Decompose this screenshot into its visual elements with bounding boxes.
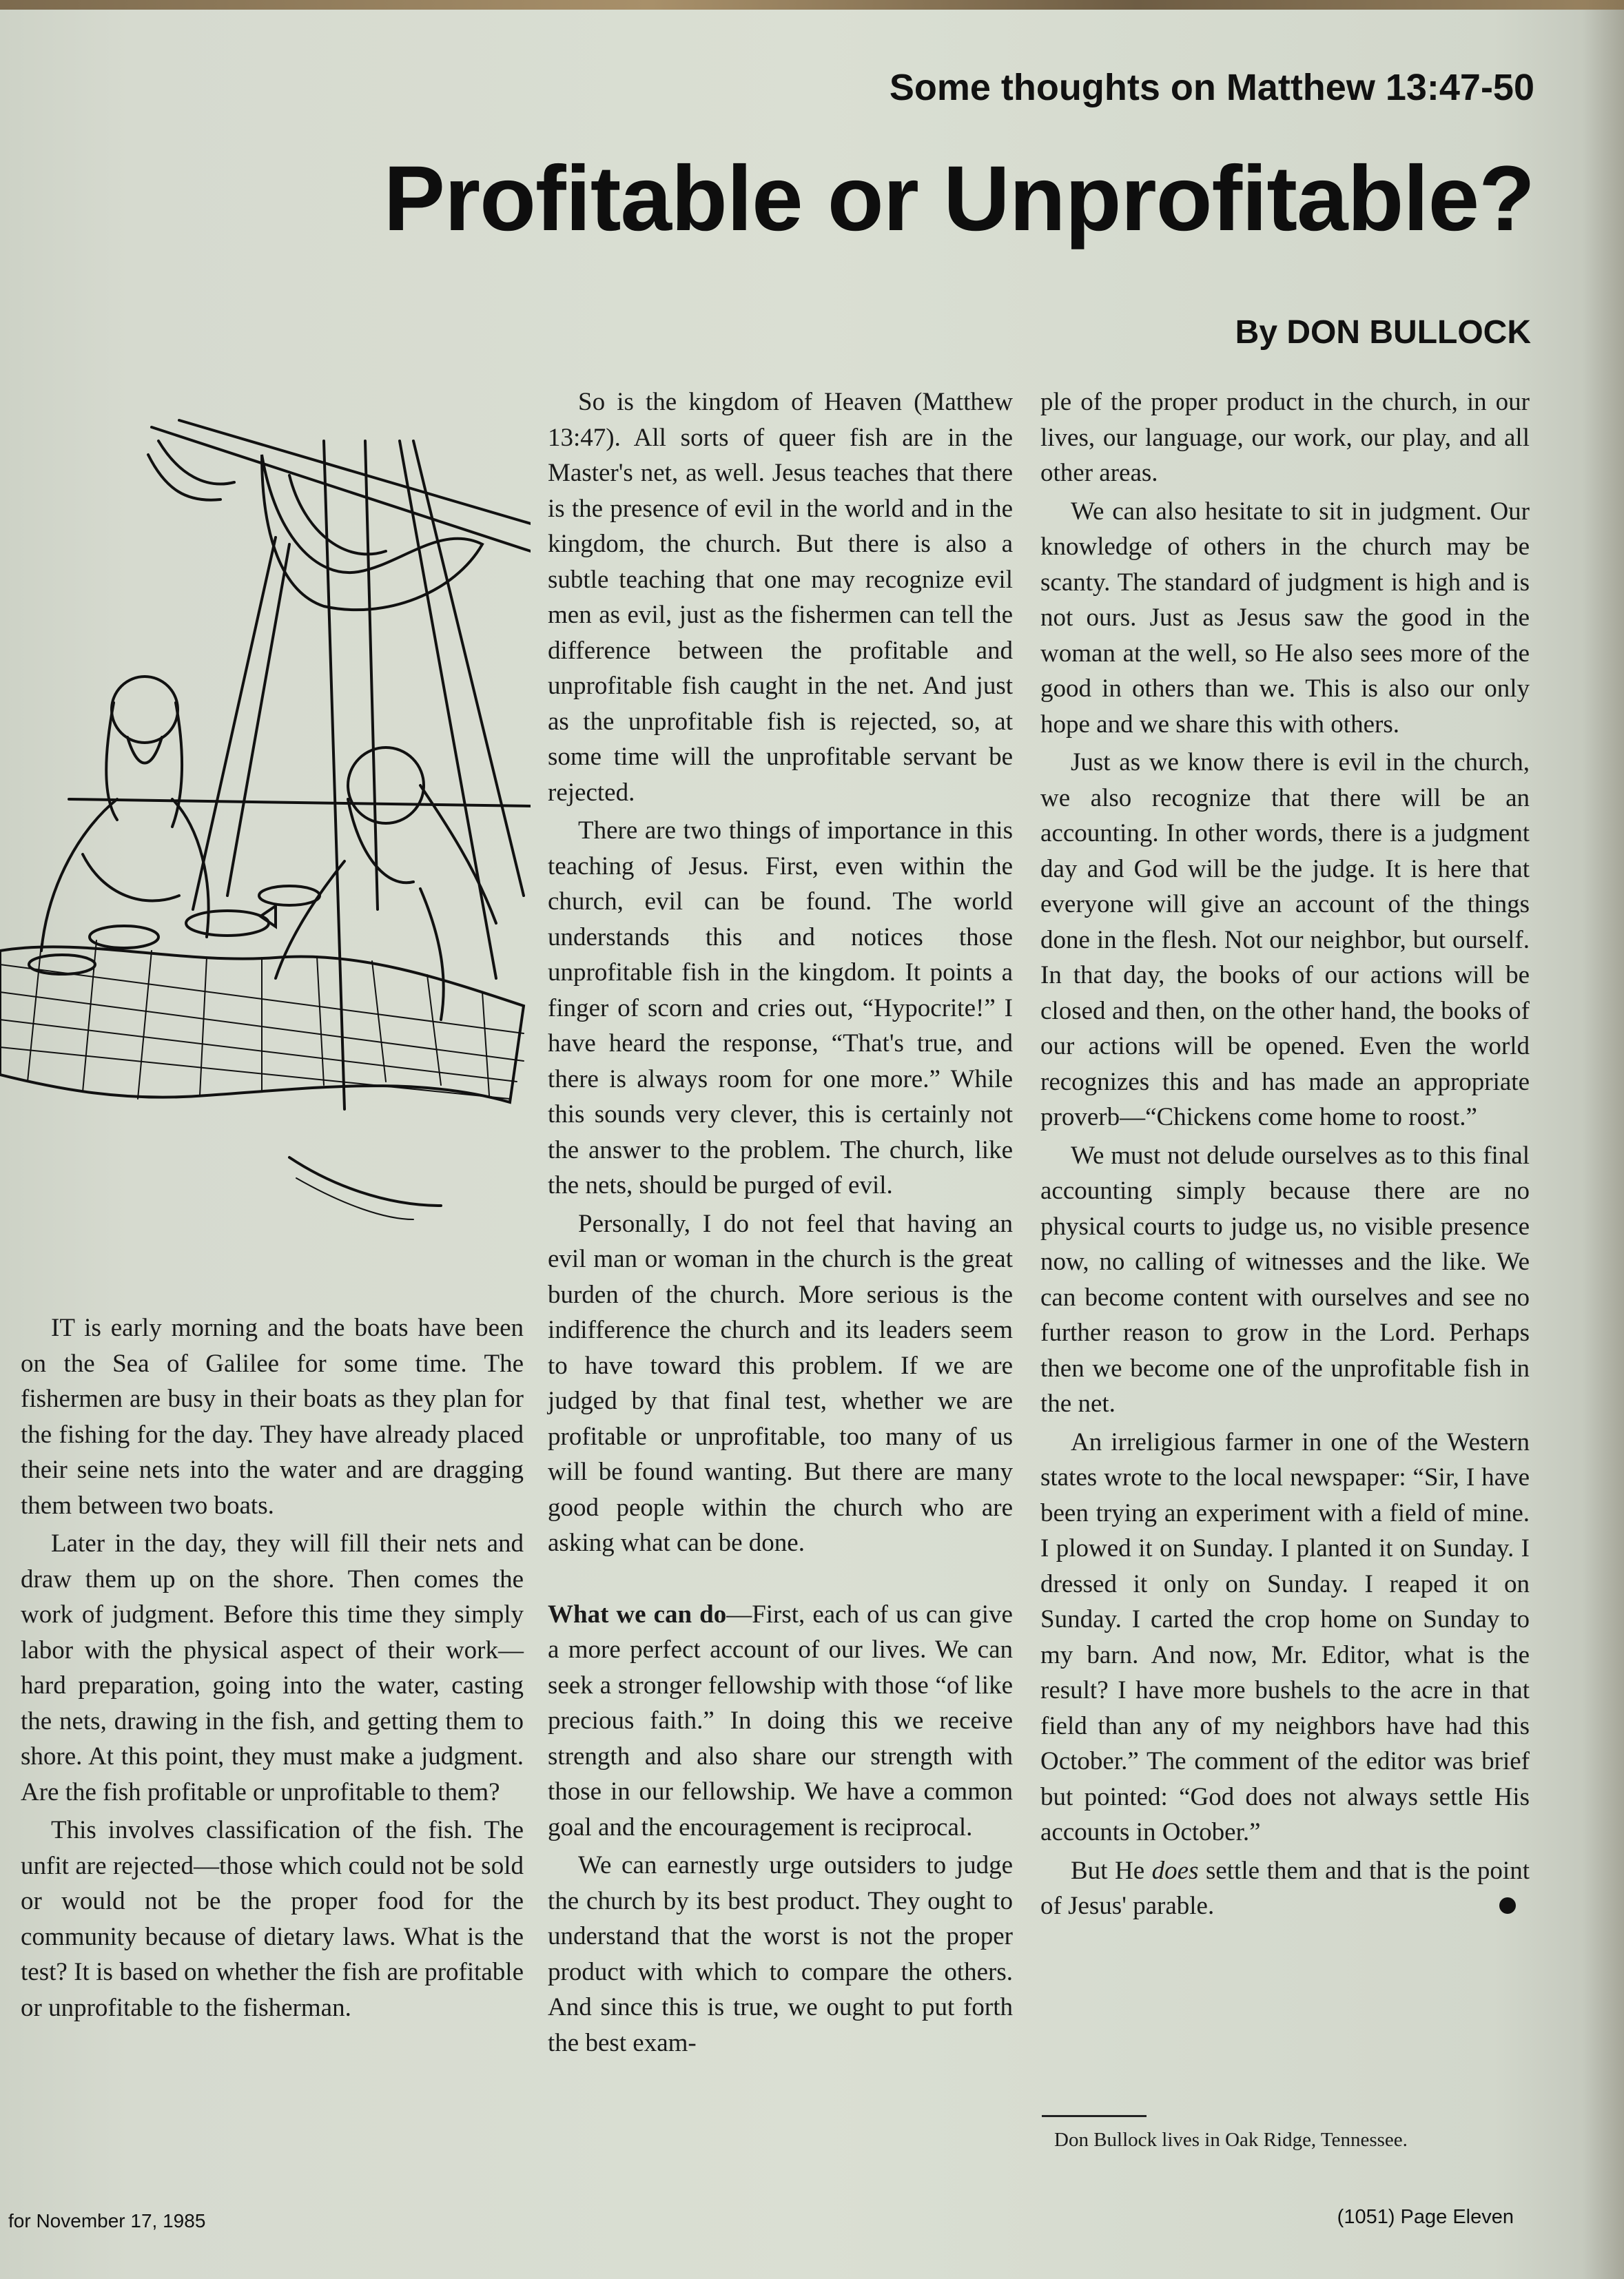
column-3 xyxy=(1040,384,1530,1924)
article-title: Profitable or Unprofitable? xyxy=(383,147,1534,250)
paragraph: We must not delude ourselves as to this final accounting simply because there are no physical courts to judge us, no visible presence now, no calling of witnesses and the like. We can become content with ourselves and see no further reason to grow in the Lord. Perhaps then we become one of the unprofitable fish in the net. xyxy=(1040,1141,1530,1418)
paragraph: An irreligious farmer in one of the Western states wrote to the local newspaper: “Sir, I have been trying an experiment with a field of mine. I plowed it on Sunday. I planted it on Sunday. I dressed it only on Sunday. I reaped it on Sunday. I carted the crop home on Sunday to my barn. And now, Mr. Editor, what is the result? I have more bushels to the acre in that field than any of my neighbors have had this October.” The comment of the editor was brief but pointed: “God does not always settle His accounts in October.” xyxy=(1040,1427,1530,1846)
article-kicker: Some thoughts on Matthew 13:47-50 xyxy=(889,67,1534,108)
column-2 xyxy=(548,384,1013,2061)
final-paragraph: But He does settle them and that is the point of Jesus' parable. xyxy=(1040,1856,1530,1920)
paragraph: So is the kingdom of Heaven (Matthew 13:47). All sorts of queer fish are in the Master's net, as well. Jesus teaches that there is the presence of evil in the world and in the kingdom, the church. But there is also a subtle teaching that one may recognize evil men as evil, just as the fishermen can tell the difference between the profitable and unprofitable fish caught in the net. And just as the unprofitable fish is rejected, so, at some time will the unprofitable servant be rejected. xyxy=(548,388,1013,807)
paragraph: We can earnestly urge outsiders to judge the church by its best product. They ought to understand that the worst is not the proper product with which to compare the others. And since this is true, we ought to put forth the best exam- xyxy=(548,1851,1013,2057)
column-1 xyxy=(21,1310,524,2025)
author-note: Don Bullock lives in Oak Ridge, Tennessee. xyxy=(1054,2129,1408,2151)
paragraph: Just as we know there is evil in the church, we also recognize that there will be an accounting. In other words, there is a judgment day and God will be the judge. It is here that everyone will give an account of the things done in the flesh. Not our neighbor, but ourself. In that day, the books of our actions will be closed and then, on the other hand, the books of our actions will be opened. Even the world recognizes this and has made an appropriate proverb—“Chickens come home to roost.” xyxy=(1040,748,1530,1131)
issue-date: for November 17, 1985 xyxy=(8,2210,206,2231)
left-fisherman-head xyxy=(112,677,178,743)
paragraph: Personally, I do not feel that having an evil man or woman in the church is the great burden of the church. More serious is the indifference the church and its leaders seem to have toward this problem. If we are judged by that final test, whether we are profitable or unprofitable, too many of us will be found wanting. But there are many good people within the church who are asking what can be done. xyxy=(548,1209,1013,1557)
paragraph: IT is early morning and the boats have been on the Sea of Galilee for some time. The fishermen are busy in their boats as they plan for the fishing for the day. They have already placed their seine nets into the water and are dragging them between two boats. xyxy=(21,1314,524,1520)
end-of-article-bullet-icon xyxy=(1499,1897,1516,1914)
paragraph: This involves classification of the fish. The unfit are rejected—those which could not be sold or would not be the proper food for the community because of dietary laws. What is the test? It is based on whether the fish are profitable or unprofitable to the fisherman. xyxy=(21,1816,524,2022)
paragraph: There are two things of importance in this teaching of Jesus. First, even within the church, evil can be found. The world understands this and notices those unprofitable fish in the kingdom. It points a finger of scorn and cries out, “Hypocrite!” I have heard the response, “That's true, and there is always room for one more.” While this sounds very clever, this is certainly not the answer to the problem. The church, like the nets, should be purged of evil. xyxy=(548,816,1013,1199)
subhead-paragraph xyxy=(548,1597,1013,1846)
paragraph: We can also hesitate to sit in judgment. Our knowledge of others in the church may be scanty. The standard of judgment is high and is not ours. Just as Jesus saw the good in the woman at the well, so He also sees more of the good in others than we. This is also our only hope and we share this with others. xyxy=(1040,497,1530,739)
paragraph: ple of the proper product in the church, in our lives, our language, our work, our play, and all other areas. xyxy=(1040,388,1530,487)
paragraph: Later in the day, they will fill their nets and draw them up on the shore. Then comes the work of judgment. Before this time they simply labor with the physical aspect of their work—hard preparation, going into the water, casting the nets, drawing in the fish, and getting them to shore. At this point, they must make a judgment. Are the fish profitable or unprofitable to them? xyxy=(21,1529,524,1806)
page-right-shadow xyxy=(1583,0,1624,2279)
page-number: (1051) Page Eleven xyxy=(1337,2206,1514,2228)
page-top-edge xyxy=(0,0,1624,10)
subhead-text: —First, each of us can give a more perfect account of our lives. We can seek a stronger fellowship with those “of like precious faith.” In doing this we receive strength and also share our strength with those in our fellowship. We have a common goal and the encouragement is reciprocal. xyxy=(548,1600,1013,1842)
section-subhead: What we can do xyxy=(548,1600,727,1629)
right-fisherman-head xyxy=(348,747,424,823)
author-note-rule xyxy=(1042,2115,1147,2117)
article-byline: By DON BULLOCK xyxy=(1235,314,1531,351)
emphasis-does: does xyxy=(1151,1856,1199,1885)
fishermen-illustration xyxy=(0,413,531,1254)
